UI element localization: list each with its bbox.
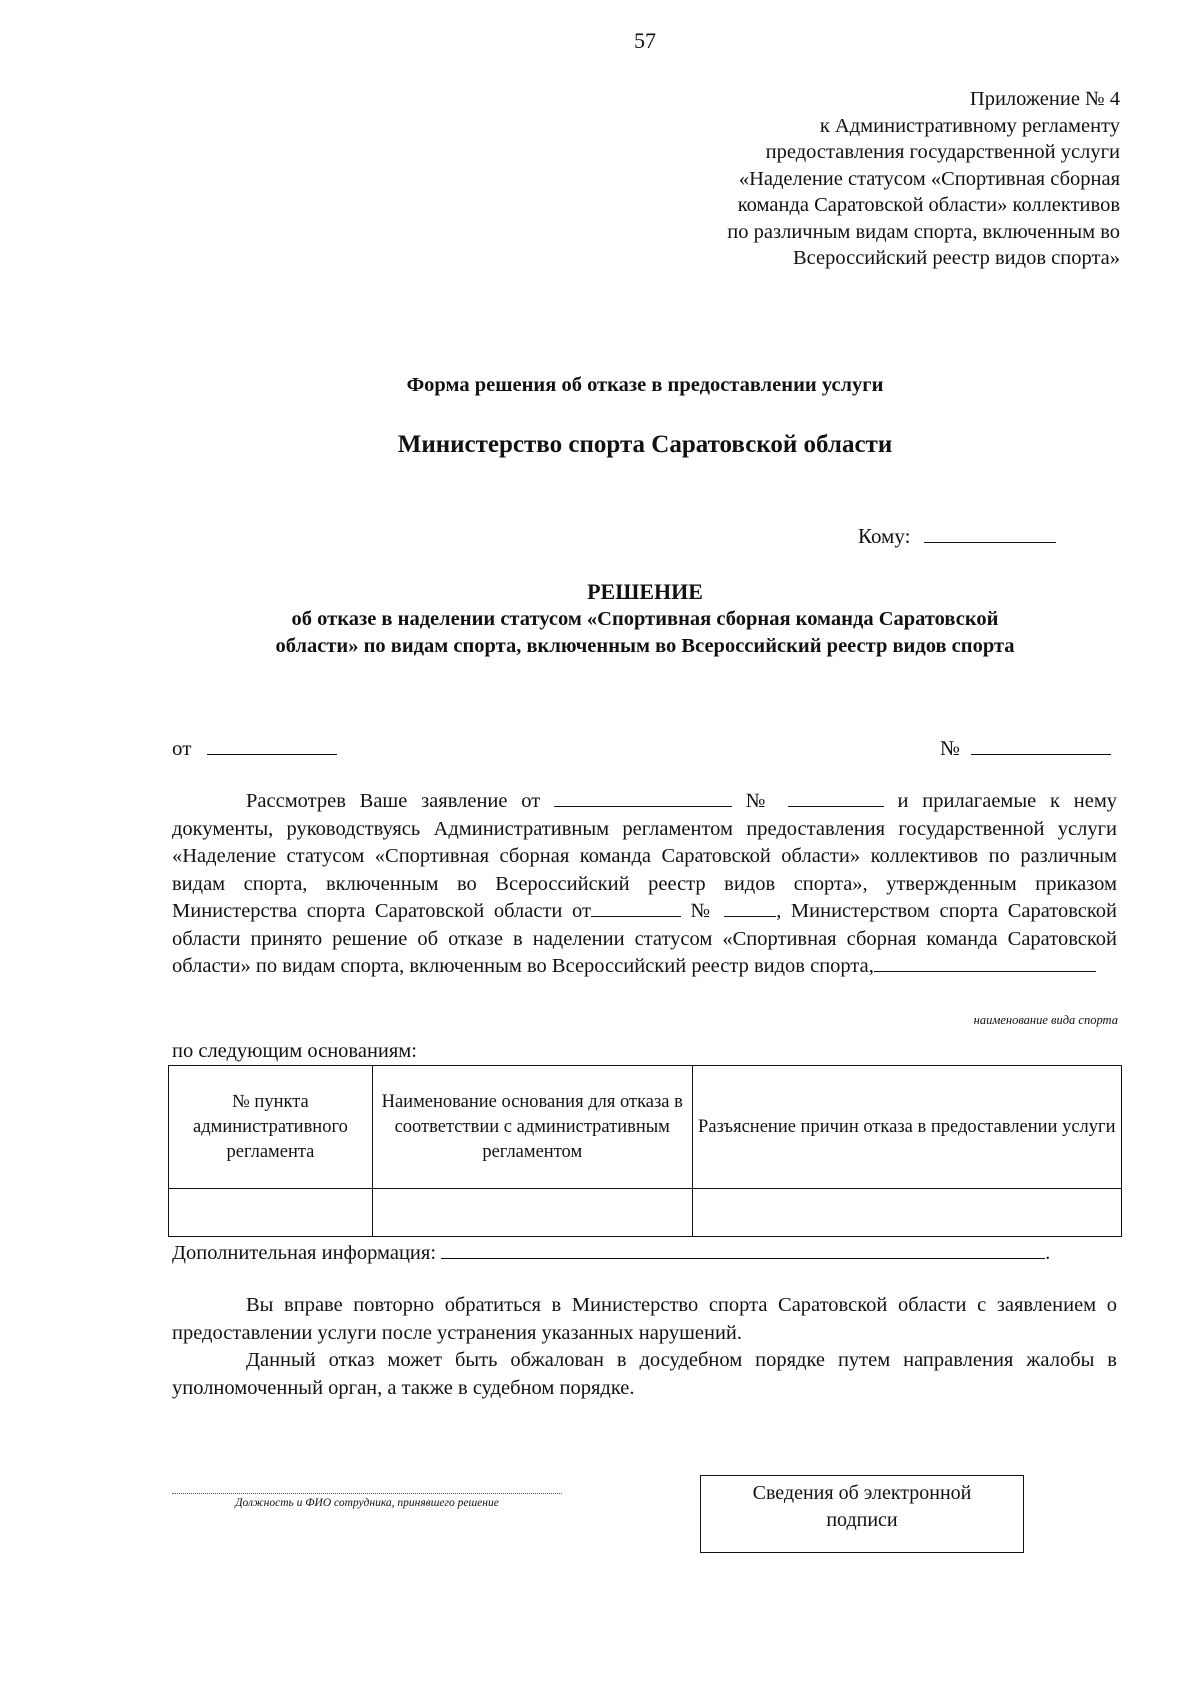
esign-line: Сведения об электронной bbox=[752, 1482, 972, 1504]
decision-heading: РЕШЕНИЕ bbox=[587, 579, 703, 604]
number-label: № bbox=[940, 736, 961, 760]
additional-info-label: Дополнительная информация: bbox=[172, 1242, 437, 1264]
body-text-middle: и прилагаемые к нему документы, руководствуясь Административным регламентом предоставления государственной услуги «Наделение статусом «Спортивная сборная команда Саратовской области» коллективов по различным видам спорта, включенным во Всероссийский реестр видов спорта», утвержденным приказом Министерства спорта Саратовской области от bbox=[172, 790, 1118, 922]
body-num-sign-2: № bbox=[690, 900, 715, 922]
appendix-line: команда Саратовской области» коллективов bbox=[737, 194, 1120, 216]
decision-subtitle-line: об отказе в наделении статусом «Спортивная сборная команда Саратовской bbox=[291, 608, 999, 630]
page-number: 57 bbox=[634, 28, 656, 53]
closing-text bbox=[172, 1292, 1117, 1402]
body-num-sign: № bbox=[745, 790, 774, 812]
decision-number bbox=[940, 735, 1111, 761]
recipient-label: Кому: bbox=[858, 524, 911, 548]
esign-line: подписи bbox=[826, 1509, 898, 1531]
table-header-cell: Разъяснение причин отказа в предоставлении услуги bbox=[692, 1066, 1121, 1189]
grounds-label: по следующим основаниям: bbox=[172, 1040, 417, 1062]
decision-date bbox=[172, 735, 337, 761]
table-cell bbox=[692, 1189, 1121, 1237]
table-cell bbox=[372, 1189, 692, 1237]
table-cell bbox=[169, 1189, 373, 1237]
additional-info-blank bbox=[441, 1240, 1045, 1259]
recipient-blank bbox=[924, 522, 1056, 543]
signature-line bbox=[172, 1492, 562, 1494]
application-number-blank bbox=[788, 788, 884, 807]
table-header-cell: Наименование основания для отказа в соответствии с административным регламентом bbox=[372, 1066, 692, 1189]
table-header-row bbox=[169, 1066, 1122, 1189]
body-text-end: , Министерством спорта Саратовской области принято решение об отказе в наделении статусом «Спортивная сборная команда Саратовской области» по видам спорта, включенным во Всероссийский реестр видов спорта, bbox=[172, 900, 1118, 977]
signature-hint: Должность и ФИО сотрудника, принявшего решение bbox=[235, 1497, 499, 1509]
appendix-line: Всероссийский реестр видов спорта» bbox=[792, 247, 1120, 269]
ministry-name: Министерство спорта Саратовской области bbox=[397, 431, 893, 458]
decision-header bbox=[170, 578, 1120, 660]
appendix-line: предоставления государственной услуги bbox=[765, 141, 1120, 163]
order-date-blank bbox=[591, 898, 681, 917]
appendix-line: Приложение № 4 bbox=[969, 88, 1120, 110]
appendix-line: «Наделение статусом «Спортивная сборная bbox=[738, 167, 1120, 190]
order-number-blank bbox=[724, 898, 776, 917]
date-label: от bbox=[172, 736, 192, 760]
appendix-line: к Административному регламенту bbox=[819, 114, 1120, 137]
closing-paragraph: Данный отказ может быть обжалован в досудебном порядке путем направления жалобы в уполномоченный орган, а также в судебном порядке. bbox=[172, 1349, 1117, 1399]
grounds-table bbox=[168, 1065, 1122, 1237]
sport-name-blank bbox=[874, 953, 1096, 972]
sport-name-hint: наименование вида спорта bbox=[973, 1013, 1118, 1027]
table-row bbox=[169, 1189, 1122, 1237]
number-blank bbox=[971, 736, 1111, 755]
appendix-line: по различным видам спорта, включенным во bbox=[727, 220, 1120, 243]
closing-paragraph: Вы вправе повторно обратиться в Министерство спорта Саратовской области с заявлением о предоставлении услуги после устранения указанных нарушений. bbox=[172, 1294, 1117, 1344]
application-date-blank bbox=[554, 788, 732, 807]
appendix-block bbox=[560, 86, 1120, 272]
body-text-start: Рассмотрев Ваше заявление от bbox=[246, 790, 541, 812]
recipient-field bbox=[858, 522, 1056, 549]
decision-subtitle-line: области» по видам спорта, включенным во Всероссийский реестр видов спорта bbox=[275, 635, 1015, 657]
electronic-signature-box bbox=[700, 1475, 1024, 1553]
decision-body bbox=[172, 788, 1117, 981]
additional-info: Дополнительная информация: . bbox=[172, 1242, 1051, 1264]
form-title: Форма решения об отказе в предоставлении услуги bbox=[406, 374, 884, 396]
table-header-cell: № пункта административного регламента bbox=[169, 1066, 373, 1189]
date-blank bbox=[207, 736, 337, 755]
